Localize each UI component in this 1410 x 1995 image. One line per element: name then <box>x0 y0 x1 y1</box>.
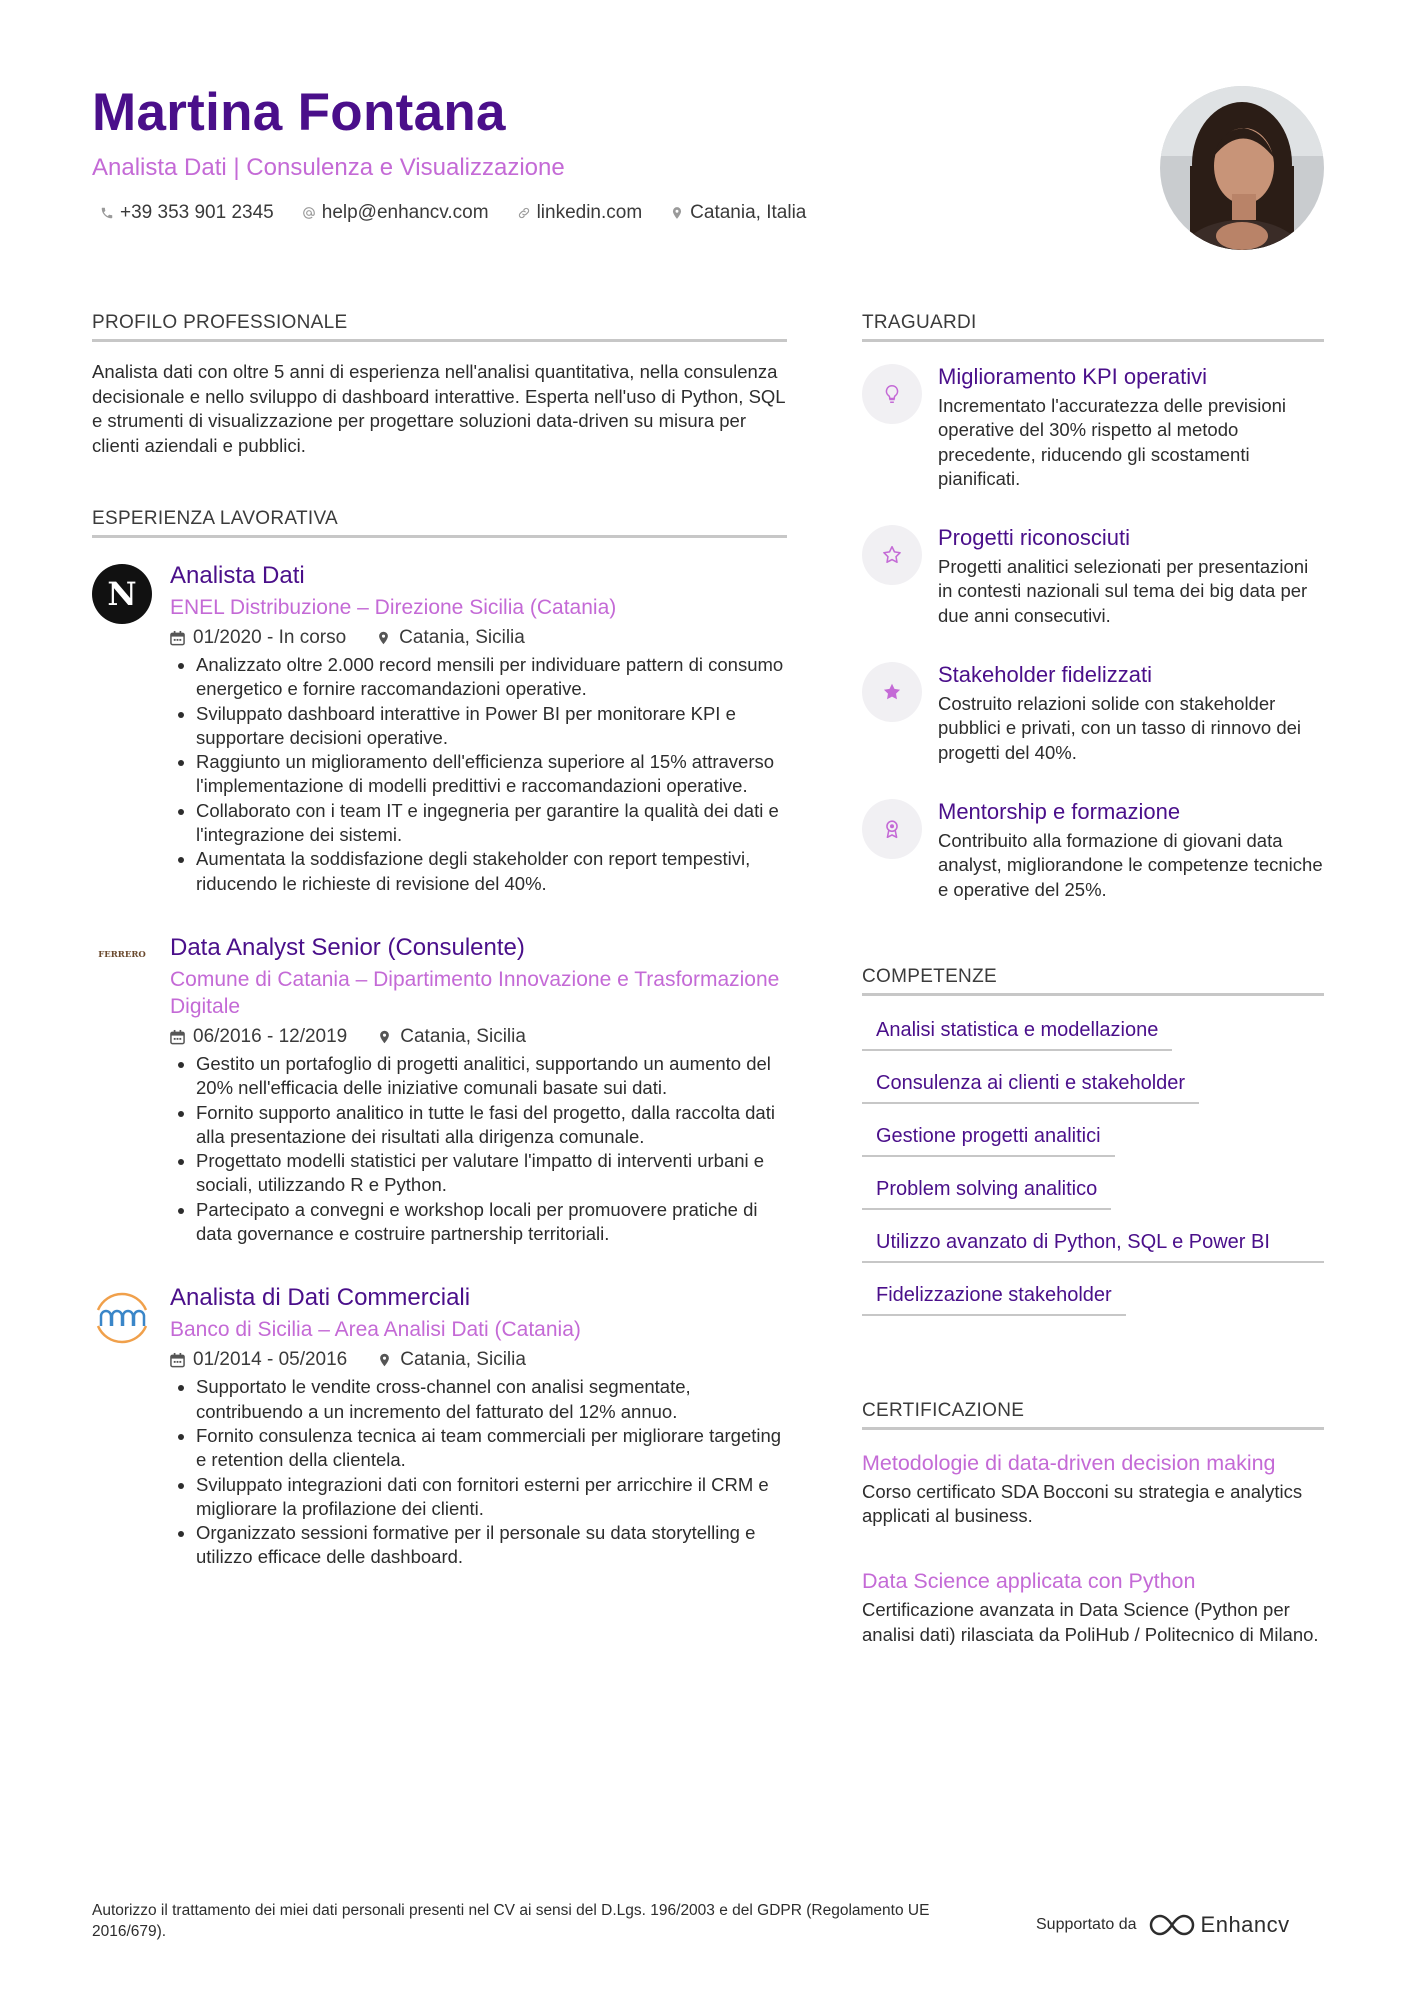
job-meta <box>170 625 787 651</box>
linkedin-text: linkedin.com <box>536 202 643 223</box>
job-location-text: Catania, Sicilia <box>400 1349 526 1371</box>
skill-tag: Gestione progetti analitici <box>862 1124 1115 1157</box>
powered-by-label: Supportato da <box>1036 1916 1137 1933</box>
contact-bar <box>92 202 1142 224</box>
job-bullets <box>170 1375 787 1569</box>
job-role: Data Analyst Senior (Consulente) <box>170 933 525 961</box>
link-icon <box>517 206 531 220</box>
skill-tag: Consulenza ai clienti e stakeholder <box>862 1071 1199 1104</box>
job-bullet: Raggiunto un miglioramento dell'efficienza superiore al 15% attraverso l'implementazione di modelli predittivi e raccomandazioni operative. <box>170 750 787 799</box>
company-logo-arches <box>92 1286 152 1346</box>
skill-tag: Problem solving analitico <box>862 1177 1111 1210</box>
company-logo-ferrero <box>92 932 152 992</box>
job-dates-text: 01/2020 - In corso <box>193 627 347 648</box>
job-bullets <box>170 1052 787 1246</box>
contact-phone[interactable] <box>100 202 274 224</box>
location-pin-icon <box>376 630 391 646</box>
job-role: Analista Dati <box>170 562 305 589</box>
job-bullet: Collaborato con i team IT e ingegneria per garantire la qualità dei dati e l'integrazione dei sistemi. <box>170 799 787 848</box>
lightbulb-icon <box>862 364 922 424</box>
certification-desc: Corso certificato SDA Bocconi su strategia e analytics applicati al business. <box>862 1480 1303 1527</box>
certifications-section-title: CERTIFICAZIONE <box>862 1398 1324 1430</box>
avatar <box>1160 86 1324 250</box>
privacy-note: Autorizzo il trattamento dei miei dati personali presenti nel CV ai sensi del D.Lgs. 196/2003 e del GDPR (Regolamento UE 2016/679). <box>92 1902 930 1940</box>
location-pin-icon <box>670 206 684 220</box>
job-bullet: Fornito consulenza tecnica ai team commerciali per migliorare targeting e retention della clientela. <box>170 1424 787 1473</box>
svg-text:N: N <box>107 575 137 613</box>
location-pin-icon <box>377 1352 392 1368</box>
award-icon <box>862 799 922 859</box>
job-company: ENEL Distribuzione – Direzione Sicilia (Catania) <box>170 596 617 619</box>
experience-item <box>92 932 787 1246</box>
achievement-item <box>862 362 1324 491</box>
candidate-subtitle: Analista Dati | Consulenza e Visualizzazione <box>92 154 565 181</box>
job-location <box>377 1024 526 1050</box>
calendar-icon <box>170 630 185 646</box>
job-bullet: Supportato le vendite cross-channel con analisi segmentate, contribuendo a un incremento del fatturato del 12% annuo. <box>170 1375 787 1424</box>
achievement-desc: Progetti analitici selezionati per presentazioni in contesti nazionali sul tema dei big data per due anni consecutivi. <box>938 556 1309 626</box>
profile-text: Analista dati con oltre 5 anni di esperienza nell'analisi quantitativa, nella consulenza decisionale e nello sviluppo di dashboard interattive. Esperta nell'uso di Python, SQL e strumenti di visualizzazione per progettare soluzioni data-driven su misura per clienti aziendali e pubblici. <box>92 361 785 456</box>
phone-icon <box>100 206 114 220</box>
profile-section <box>92 310 787 458</box>
job-bullet: Analizzato oltre 2.000 record mensili per individuare pattern di consumo energetico e fornire raccomandazioni operative. <box>170 653 787 702</box>
contact-location <box>670 202 806 224</box>
certification-title: Metodologie di data-driven decision making <box>862 1450 1276 1475</box>
left-column <box>92 310 787 1570</box>
job-bullets <box>170 653 787 896</box>
candidate-name: Martina Fontana <box>92 83 506 142</box>
job-bullet: Sviluppato dashboard interattive in Power BI per monitorare KPI e supportare decisioni operative. <box>170 702 787 751</box>
header <box>92 80 1142 224</box>
experience-section <box>92 506 787 1570</box>
phone-text: +39 353 901 2345 <box>120 202 274 223</box>
experience-item <box>92 560 787 896</box>
achievement-title: Mentorship e formazione <box>938 798 1181 824</box>
powered-by[interactable] <box>1036 1912 1290 1938</box>
job-dates-text: 01/2014 - 05/2016 <box>193 1349 348 1371</box>
certification-item <box>862 1448 1324 1529</box>
skills-section <box>862 964 1324 1336</box>
job-dates <box>170 625 346 651</box>
achievement-desc: Costruito relazioni solide con stakeholder pubblici e privati, con un tasso di rinnovo dei progetti del 40%. <box>938 693 1302 763</box>
email-text: help@enhancv.com <box>321 202 489 223</box>
location-pin-icon <box>377 1029 392 1045</box>
achievements-section-title: TRAGUARDI <box>862 310 1324 342</box>
job-dates <box>170 1347 347 1373</box>
job-bullet: Fornito supporto analitico in tutte le fasi del progetto, dalla raccolta dati alla presentazione dei risultati alla dirigenza comunale. <box>170 1101 787 1150</box>
experience-item <box>92 1282 787 1569</box>
skill-tag: Fidelizzazione stakeholder <box>862 1283 1126 1316</box>
job-company: Banco di Sicilia – Area Analisi Dati (Catania) <box>170 1318 581 1342</box>
location-text: Catania, Italia <box>690 202 807 223</box>
certification-title: Data Science applicata con Python <box>862 1569 1196 1594</box>
company-logo-n <box>92 564 152 624</box>
job-location-text: Catania, Sicilia <box>400 1025 526 1047</box>
job-bullet: Gestito un portafoglio di progetti analitici, supportando un aumento del 20% nell'efficacia delle iniziative comunali basate sui dati. <box>170 1052 787 1101</box>
brand-name: Enhancv <box>1200 1912 1290 1937</box>
achievement-desc: Contribuito alla formazione di giovani data analyst, migliorandone le competenze tecniche e operative del 25%. <box>938 829 1323 900</box>
job-dates-text: 06/2016 - 12/2019 <box>193 1025 348 1047</box>
enhancv-logo[interactable] <box>1149 1912 1290 1938</box>
achievement-item <box>862 660 1324 765</box>
job-company: Comune di Catania – Dipartimento Innovazione e Trasformazione Digitale <box>170 967 780 1018</box>
contact-email[interactable] <box>302 202 489 224</box>
right-column <box>862 310 1324 1647</box>
job-bullet: Progettato modelli statistici per valutare l'impatto di interventi urbani e sociali, utilizzando R e Python. <box>170 1149 787 1198</box>
star-filled-icon <box>862 662 922 722</box>
job-bullet: Aumentata la soddisfazione degli stakeholder con report tempestivi, riducendo le richieste di revisione del 40%. <box>170 847 787 896</box>
job-location-text: Catania, Sicilia <box>399 627 525 648</box>
infinity-icon <box>1149 1912 1195 1938</box>
contact-linkedin[interactable] <box>517 202 643 224</box>
job-role: Analista di Dati Commerciali <box>170 1284 471 1312</box>
calendar-icon <box>170 1352 185 1368</box>
skill-tag: Analisi statistica e modellazione <box>862 1018 1172 1051</box>
achievement-desc: Incrementato l'accuratezza delle previsioni operative del 30% rispetto al metodo precedente, riducendo gli scostamenti pianificati. <box>938 395 1287 489</box>
certification-desc: Certificazione avanzata in Data Science (Python per analisi dati) rilasciata da PoliHub / Politecnico di Milano. <box>862 1599 1319 1645</box>
certifications-section <box>862 1398 1324 1647</box>
star-outline-icon <box>862 525 922 585</box>
job-location <box>376 625 525 651</box>
achievements-section <box>862 310 1324 902</box>
job-bullet: Sviluppato integrazioni dati con fornitori esterni per arricchire il CRM e migliorare la profilazione dei clienti. <box>170 1473 787 1522</box>
job-meta <box>170 1024 787 1050</box>
job-bullet: Organizzato sessioni formative per il personale su data storytelling e utilizzo efficace delle dashboard. <box>170 1521 787 1570</box>
profile-section-title: PROFILO PROFESSIONALE <box>92 310 787 342</box>
certification-item <box>862 1566 1324 1647</box>
achievement-item <box>862 523 1324 628</box>
experience-section-title: ESPERIENZA LAVORATIVA <box>92 506 787 538</box>
job-meta <box>170 1347 787 1373</box>
job-location <box>377 1347 526 1373</box>
job-bullet: Partecipato a convegni e workshop locali per promuovere pratiche di data governance e costruire partnership territoriali. <box>170 1198 787 1247</box>
achievement-item <box>862 797 1324 902</box>
skills-section-title: COMPETENZE <box>862 964 1324 996</box>
at-icon <box>302 206 316 220</box>
ferrero-logo-text: FERRERO <box>98 949 146 960</box>
skill-tag: Utilizzo avanzato di Python, SQL e Power BI <box>862 1230 1324 1263</box>
calendar-icon <box>170 1029 185 1045</box>
achievement-title: Stakeholder fidelizzati <box>938 662 1153 688</box>
skills-list <box>862 1018 1324 1336</box>
job-dates <box>170 1024 347 1050</box>
achievement-title: Miglioramento KPI operativi <box>938 364 1208 389</box>
achievement-title: Progetti riconosciuti <box>938 525 1130 551</box>
